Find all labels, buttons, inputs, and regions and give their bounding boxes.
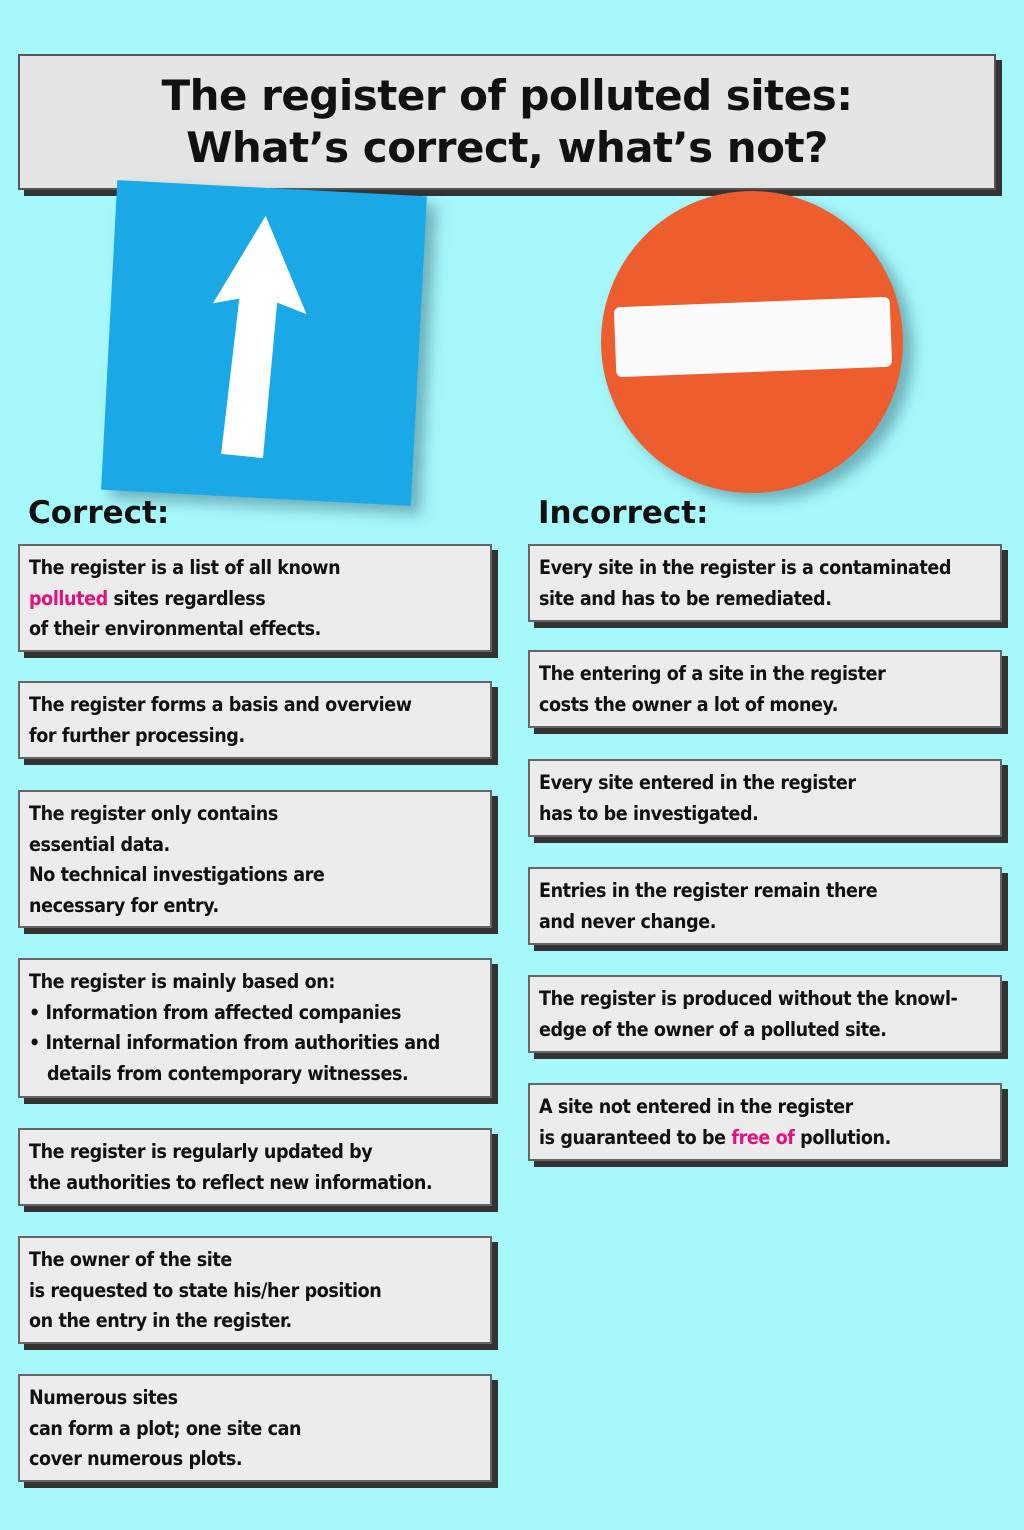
item-text: sites regardless <box>107 586 266 610</box>
up-arrow-icon <box>101 180 427 506</box>
item-text: site and has to be remediated. <box>539 586 832 610</box>
item-text: and never change. <box>539 909 717 933</box>
correct-item-2 <box>18 681 492 759</box>
correct-item-1 <box>18 544 492 652</box>
item-text: Every site entered in the register <box>539 771 856 794</box>
correct-item-5 <box>18 1128 492 1206</box>
page-title-line-1: The register of polluted sites: <box>161 71 853 120</box>
title-banner <box>18 54 996 190</box>
highlight-text: free of <box>731 1125 795 1149</box>
item-text: The owner of the site <box>29 1248 232 1271</box>
item-text: edge of the owner of a polluted site. <box>539 1017 887 1041</box>
item-text: pollution. <box>794 1125 891 1149</box>
highlight-text: polluted <box>29 586 108 610</box>
incorrect-item-4 <box>528 867 1002 945</box>
item-text: cover numerous plots. <box>29 1447 243 1470</box>
item-text <box>29 584 480 615</box>
item-text: necessary for entry. <box>29 893 219 917</box>
bullet-item: • Internal information from authorities and details from contemporary witnesses. <box>29 1031 440 1085</box>
item-text: the authorities to reflect new information. <box>29 1170 433 1194</box>
item-text: The register is produced without the knowl- <box>539 987 958 1010</box>
incorrect-item-6 <box>528 1083 1002 1161</box>
item-text: can form a plot; one site can <box>29 1416 302 1440</box>
correct-heading: Correct: <box>28 495 170 531</box>
item-text: of their environmental effects. <box>29 617 321 640</box>
no-entry-icon <box>601 191 903 493</box>
correct-item-6 <box>18 1236 492 1344</box>
item-text: The entering of a site in the register <box>539 662 886 685</box>
item-text <box>539 1123 990 1154</box>
item-text: The register is mainly based on: <box>29 970 335 993</box>
incorrect-item-2 <box>528 650 1002 728</box>
item-text: Every site in the register is a contaminated <box>539 556 952 579</box>
correct-item-7 <box>18 1374 492 1482</box>
item-text: The register only contains <box>29 802 278 825</box>
page-title-line-2: What’s correct, what’s not? <box>186 123 828 172</box>
item-text: costs the owner a lot of money. <box>539 692 839 716</box>
incorrect-item-3 <box>528 759 1002 837</box>
item-text: No technical investigations are <box>29 863 325 886</box>
incorrect-heading: Incorrect: <box>538 495 709 531</box>
item-text: is guaranteed to be <box>539 1125 732 1149</box>
item-text: The register is regularly updated by <box>29 1140 373 1163</box>
correct-item-3 <box>18 790 492 928</box>
item-text: Numerous sites <box>29 1386 178 1409</box>
item-text: Entries in the register remain there <box>539 879 878 902</box>
incorrect-item-1 <box>528 544 1002 622</box>
item-text: The register forms a basis and overview <box>29 693 412 716</box>
item-text: on the entry in the register. <box>29 1309 292 1332</box>
item-text: for further processing. <box>29 723 245 747</box>
incorrect-item-5 <box>528 975 1002 1053</box>
item-text: has to be investigated. <box>539 801 759 825</box>
item-text: is requested to state his/her position <box>29 1278 382 1302</box>
item-text: essential data. <box>29 832 170 856</box>
item-text: A site not entered in the register <box>539 1095 853 1118</box>
item-text: The register is a list of all known <box>29 556 341 579</box>
bullet-item: • Information from affected companies <box>29 1000 402 1024</box>
correct-item-4 <box>18 958 492 1098</box>
